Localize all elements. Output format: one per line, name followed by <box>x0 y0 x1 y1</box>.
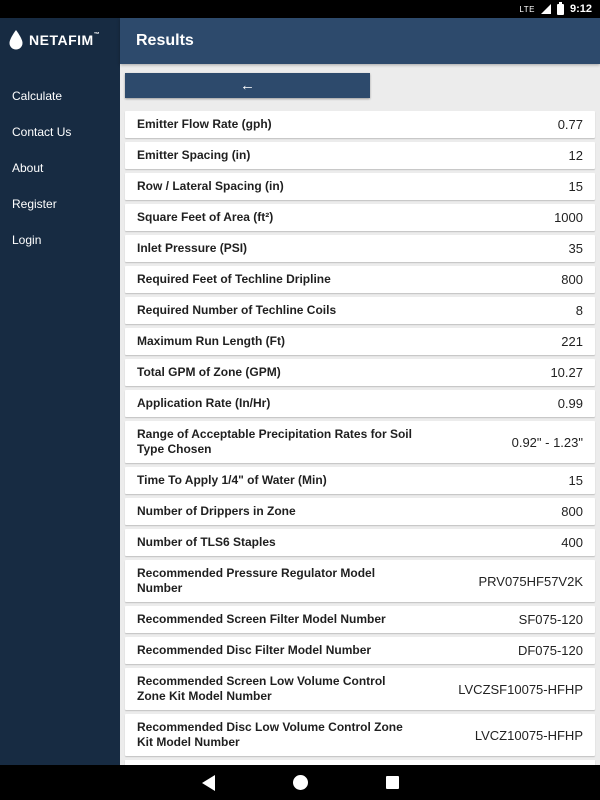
sidebar-item-contact-us[interactable]: Contact Us <box>12 125 72 139</box>
results-scroll-area[interactable] <box>120 64 600 765</box>
result-value: 0.77 <box>557 117 583 132</box>
result-value: LVCZSF10075-HFHP <box>458 681 583 697</box>
result-row <box>125 266 595 293</box>
result-row <box>125 204 595 231</box>
result-value: SF075-120 <box>518 612 583 627</box>
result-label: Time To Apply 1/4" of Water (Min) <box>137 473 327 487</box>
nav-back-icon[interactable] <box>202 775 215 791</box>
result-value: 35 <box>568 241 583 256</box>
result-label: Maximum Run Length (Ft) <box>137 334 285 348</box>
water-drop-icon <box>8 30 24 50</box>
back-arrow-icon: ← <box>240 77 255 94</box>
result-row <box>125 606 595 633</box>
result-value: 12 <box>568 148 583 163</box>
signal-icon <box>541 4 551 14</box>
status-bar <box>0 0 600 18</box>
result-value: 400 <box>561 535 583 550</box>
result-row <box>125 390 595 417</box>
brand-trademark: ™ <box>93 32 101 38</box>
result-value: 800 <box>561 504 583 519</box>
result-label: Required Number of Techline Coils <box>137 303 337 317</box>
result-label: Emitter Spacing (in) <box>137 148 251 162</box>
result-label: Square Feet of Area (ft²) <box>137 210 274 224</box>
result-label: Range of Acceptable Precipitation Rates for Soil Type Chosen <box>137 427 412 456</box>
result-row <box>125 173 595 200</box>
sidebar-menu <box>0 64 120 258</box>
result-label: Recommended Disc Low Volume Control Zone Kit Model Number <box>137 720 403 749</box>
result-label: Number of Drippers in Zone <box>137 504 296 518</box>
result-row <box>125 637 595 664</box>
results-list <box>125 111 595 756</box>
result-row <box>125 359 595 386</box>
result-row <box>125 142 595 169</box>
network-type-label: LTE <box>519 4 535 14</box>
result-label: Required Feet of Techline Dripline <box>137 272 331 286</box>
result-value: DF075-120 <box>517 643 583 658</box>
main-panel <box>120 18 600 765</box>
battery-icon <box>557 4 564 15</box>
result-label: Total GPM of Zone (GPM) <box>137 365 281 379</box>
result-value: 15 <box>568 473 583 488</box>
result-label: Recommended Screen Filter Model Number <box>137 612 386 626</box>
sidebar-item-register[interactable]: Register <box>12 197 57 211</box>
result-value: 15 <box>568 179 583 194</box>
result-row <box>125 560 595 602</box>
result-row <box>125 297 595 324</box>
result-value: 0.92" - 1.23" <box>511 434 583 450</box>
brand-logo <box>0 18 120 64</box>
page-title: Results <box>136 32 194 49</box>
result-value: PRV075HF57V2K <box>478 573 583 589</box>
result-row <box>125 529 595 556</box>
app-bar <box>120 18 600 64</box>
nav-recents-icon[interactable] <box>386 776 399 789</box>
result-label: Inlet Pressure (PSI) <box>137 241 248 255</box>
brand-name: NETAFIM™ <box>29 32 101 48</box>
result-row <box>125 668 595 710</box>
android-nav-bar <box>0 765 600 800</box>
result-value: 800 <box>561 272 583 287</box>
sidebar-item-calculate[interactable]: Calculate <box>12 89 63 103</box>
result-row <box>125 328 595 355</box>
sidebar <box>0 18 120 765</box>
result-row <box>125 235 595 262</box>
result-row <box>125 714 595 756</box>
result-row <box>125 111 595 138</box>
result-value: 8 <box>575 303 583 318</box>
result-value: 10.27 <box>550 365 583 380</box>
nav-home-icon[interactable] <box>293 775 308 790</box>
result-row <box>125 421 595 463</box>
result-row <box>125 467 595 494</box>
result-value: 1000 <box>554 210 583 225</box>
result-row <box>125 498 595 525</box>
result-value: 0.99 <box>557 396 583 411</box>
clock: 9:12 <box>569 3 592 15</box>
sidebar-item-about[interactable]: About <box>12 161 44 175</box>
result-value: 221 <box>561 334 583 349</box>
result-label: Recommended Disc Filter Model Number <box>137 643 372 657</box>
result-label: Application Rate (In/Hr) <box>137 396 271 410</box>
result-label: Row / Lateral Spacing (in) <box>137 179 284 193</box>
result-label: Recommended Screen Low Volume Control Zone Kit Model Number <box>137 674 386 703</box>
result-label: Number of TLS6 Staples <box>137 535 276 549</box>
back-button[interactable] <box>125 73 370 98</box>
result-value: LVCZ10075-HFHP <box>474 727 583 743</box>
result-label: Recommended Pressure Regulator Model Number <box>137 566 376 595</box>
sidebar-item-login[interactable]: Login <box>12 233 42 247</box>
result-label: Emitter Flow Rate (gph) <box>137 117 272 131</box>
